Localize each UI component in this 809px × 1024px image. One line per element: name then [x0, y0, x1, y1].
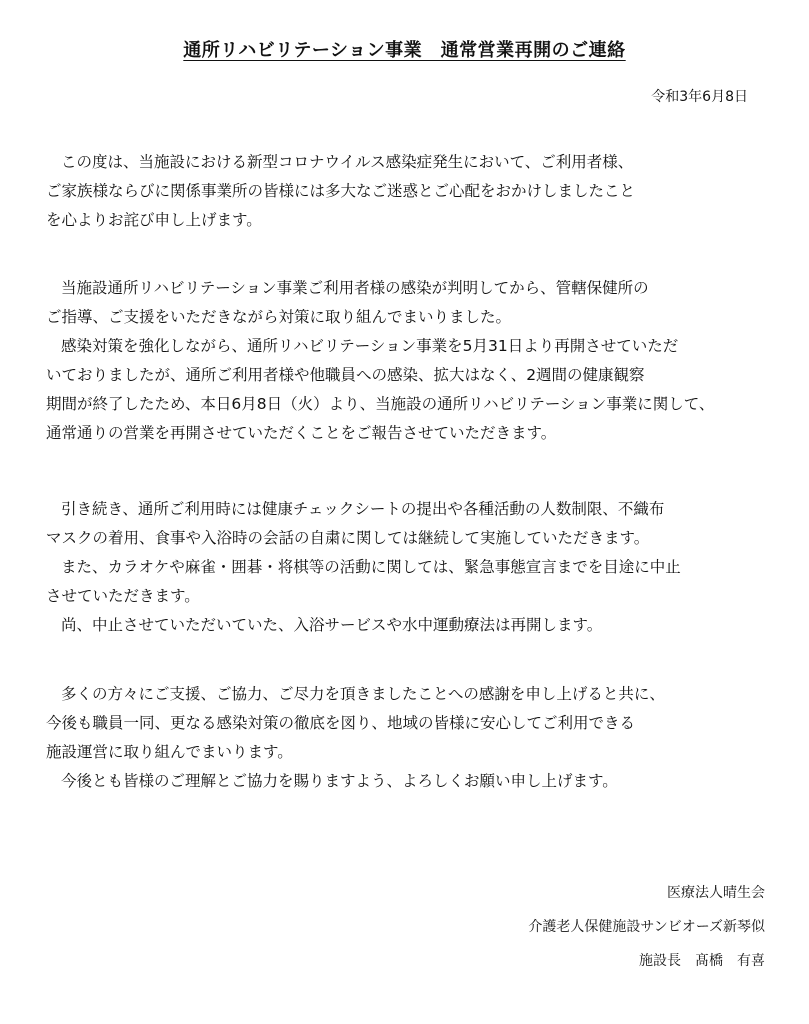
paragraph-line: 期間が終了したため、本日6月8日（火）より、当施設の通所リハビリテーション事業に関して、 [46, 395, 715, 413]
paragraph-line: させていただきます。 [46, 587, 200, 605]
signature-facility: 介護老人保健施設サンビオーズ新琴似 [528, 919, 765, 935]
title-text: 通所リハビリテーション事業 通常営業再開のご連絡 [183, 40, 626, 61]
paragraph-line: 引き続き、通所ご利用時には健康チェックシートの提出や各種活動の人数制限、不織布 [61, 500, 665, 518]
paragraph-line: を心よりお詫び申し上げます。 [46, 211, 262, 229]
document-title [0, 36, 809, 62]
paragraph-line: マスクの着用、食事や入浴時の会話の自粛に関しては継続して実施していただきます。 [46, 529, 650, 547]
paragraph-line: 尚、中止させていただいていた、入浴サービスや水中運動療法は再開します。 [61, 616, 603, 634]
paragraph-line: ご家族様ならびに関係事業所の皆様には多大なご迷惑とご心配をおかけしましたこと [46, 182, 636, 200]
paragraph-line: 今後も職員一同、更なる感染対策の徹底を図り、地域の皆様に安心してご利用できる [46, 714, 636, 732]
paragraph-line: 通常通りの営業を再開させていただくことをご報告させていただきます。 [46, 424, 557, 442]
signature-director: 施設長 髙橋 有喜 [639, 953, 765, 969]
paragraph-line: ご指導、ご支援をいただきながら対策に取り組んでまいりました。 [46, 308, 512, 326]
paragraph-reopening [46, 274, 776, 448]
signature-organization: 医療法人晴生会 [667, 885, 765, 901]
paragraph-line: 当施設通所リハビリテーション事業ご利用者様の感染が判明してから、管轄保健所の [61, 279, 649, 297]
paragraph-line: 今後とも皆様のご理解とご協力を賜りますよう、よろしくお願い申し上げます。 [61, 772, 618, 790]
paragraph-line: 施設運営に取り組んでまいります。 [46, 743, 293, 761]
paragraph-line: この度は、当施設における新型コロナウイルス感染症発生において、ご利用者様、 [61, 153, 634, 171]
paragraph-line: いておりましたが、通所ご利用者様や他職員への感染、拡大はなく、2週間の健康観察 [46, 366, 645, 384]
document-date: 令和3年6月8日 [651, 89, 748, 105]
paragraph-line: また、カラオケや麻雀・囲碁・将棋等の活動に関しては、緊急事態宣言までを目途に中止 [61, 558, 681, 576]
paragraph-measures [46, 495, 776, 640]
paragraph-line: 多くの方々にご支援、ご協力、ご尽力を頂きましたことへの感謝を申し上げると共に、 [61, 685, 665, 703]
paragraph-line: 感染対策を強化しながら、通所リハビリテーション事業を5月31日より再開させていただ [61, 337, 679, 355]
paragraph-apology [46, 148, 776, 235]
paragraph-gratitude [46, 680, 776, 796]
signature-block [528, 876, 765, 978]
